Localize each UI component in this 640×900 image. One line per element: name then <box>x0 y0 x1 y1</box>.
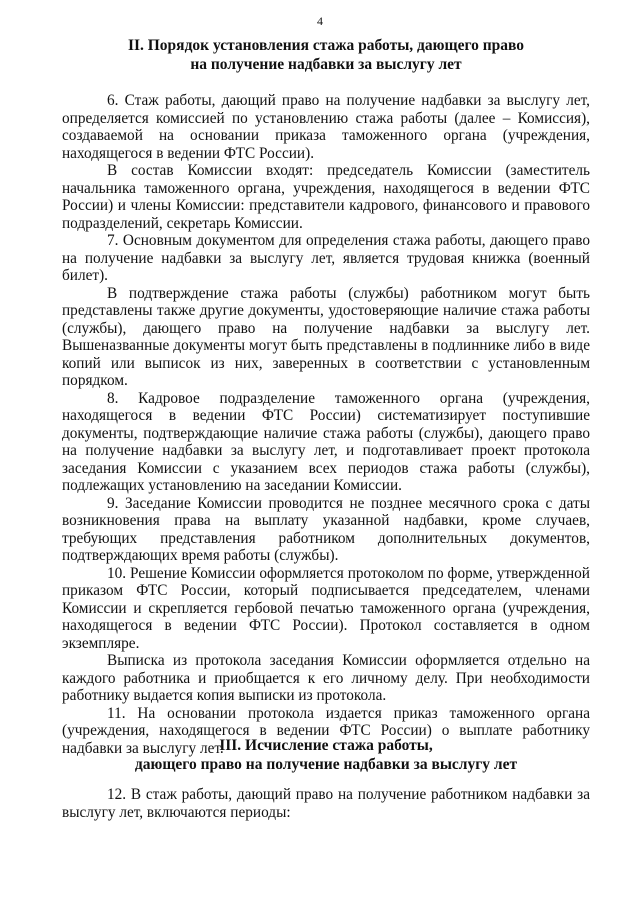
paragraph-7: 7. Основным документом для определения стажа работы, дающего право на получение надбавки за выслугу лет, является трудовая книжка (военный билет). <box>62 232 590 284</box>
paragraph-supporting-documents: В подтверждение стажа работы (службы) работником могут быть представлены также другие документы, удостоверяющие наличие стажа работы (службы), дающего право на получение надбавки за выслугу лет. Вышеназванные документы могут быть представлены в подлиннике либо в виде копий или выписок из них, заверенных в соответствии с установленным порядком. <box>62 284 590 389</box>
section-3-title-line-2: дающего право на получение надбавки за выслугу лет <box>134 756 518 773</box>
paragraph-10: 10. Решение Комиссии оформляется протоколом по форме, утвержденной приказом ФТС России, который подписывается председателем, членами Комиссии и скрепляется гербовой печатью таможенного органа (учреждения, находящегося в ведении ФТС России). Протокол составляется в одном экземпляре. <box>62 564 590 652</box>
section-2-title-line-2: на получение надбавки за выслугу лет <box>190 56 462 73</box>
section-3-body <box>62 786 590 821</box>
paragraph-8: 8. Кадровое подразделение таможенного органа (учреждения, находящегося в ведении ФТС России) систематизирует поступившие документы, подтверждающие наличие стажа работы (службы), дающего право на получение надбавки за выслугу лет, и подготавливает проект протокола заседания Комиссии с указанием всех периодов стажа работы (службы), подлежащих установлению на заседании Комиссии. <box>62 389 590 494</box>
paragraph-commission-composition: В состав Комиссии входят: председатель Комиссии (заместитель начальника таможенного органа, учреждения, находящегося в ведении ФТС России) и члены Комиссии: представители кадрового, финансового и правового подразделений, секретарь Комиссии. <box>62 162 590 232</box>
paragraph-12: 12. В стаж работы, дающий право на получение работником надбавки за выслугу лет, включаются периоды: <box>62 786 590 821</box>
section-2-heading <box>62 36 590 74</box>
section-2-body <box>62 92 590 757</box>
section-3-heading <box>62 736 590 774</box>
section-3-title-line-1: III. Исчисление стажа работы, <box>219 737 433 754</box>
section-2-title-line-1: II. Порядок установления стажа работы, дающего право <box>127 37 525 54</box>
page-number: 4 <box>317 14 323 28</box>
paragraph-11: 11. На основании протокола издается приказ таможенного органа (учреждения, находящегося в ведении ФТС России) о выплате работнику надбавки за выслугу лет. <box>62 704 590 757</box>
paragraph-protocol-extract: Выписка из протокола заседания Комиссии оформляется отдельно на каждого работника и приобщается к его личному делу. При необходимости работнику выдается копия выписки из протокола. <box>62 652 590 704</box>
paragraph-6: 6. Стаж работы, дающий право на получение надбавки за выслугу лет, определяется комиссией по установлению стажа работы (далее – Комиссия), создаваемой на основании приказа таможенного органа (учреждения, находящегося в ведении ФТС России). <box>62 92 590 162</box>
paragraph-9: 9. Заседание Комиссии проводится не позднее месячного срока с даты возникновения права на выплату указанной надбавки, кроме случаев, требующих представления работником дополнительных документов, подтверждающих время работы (службы). <box>62 494 590 564</box>
